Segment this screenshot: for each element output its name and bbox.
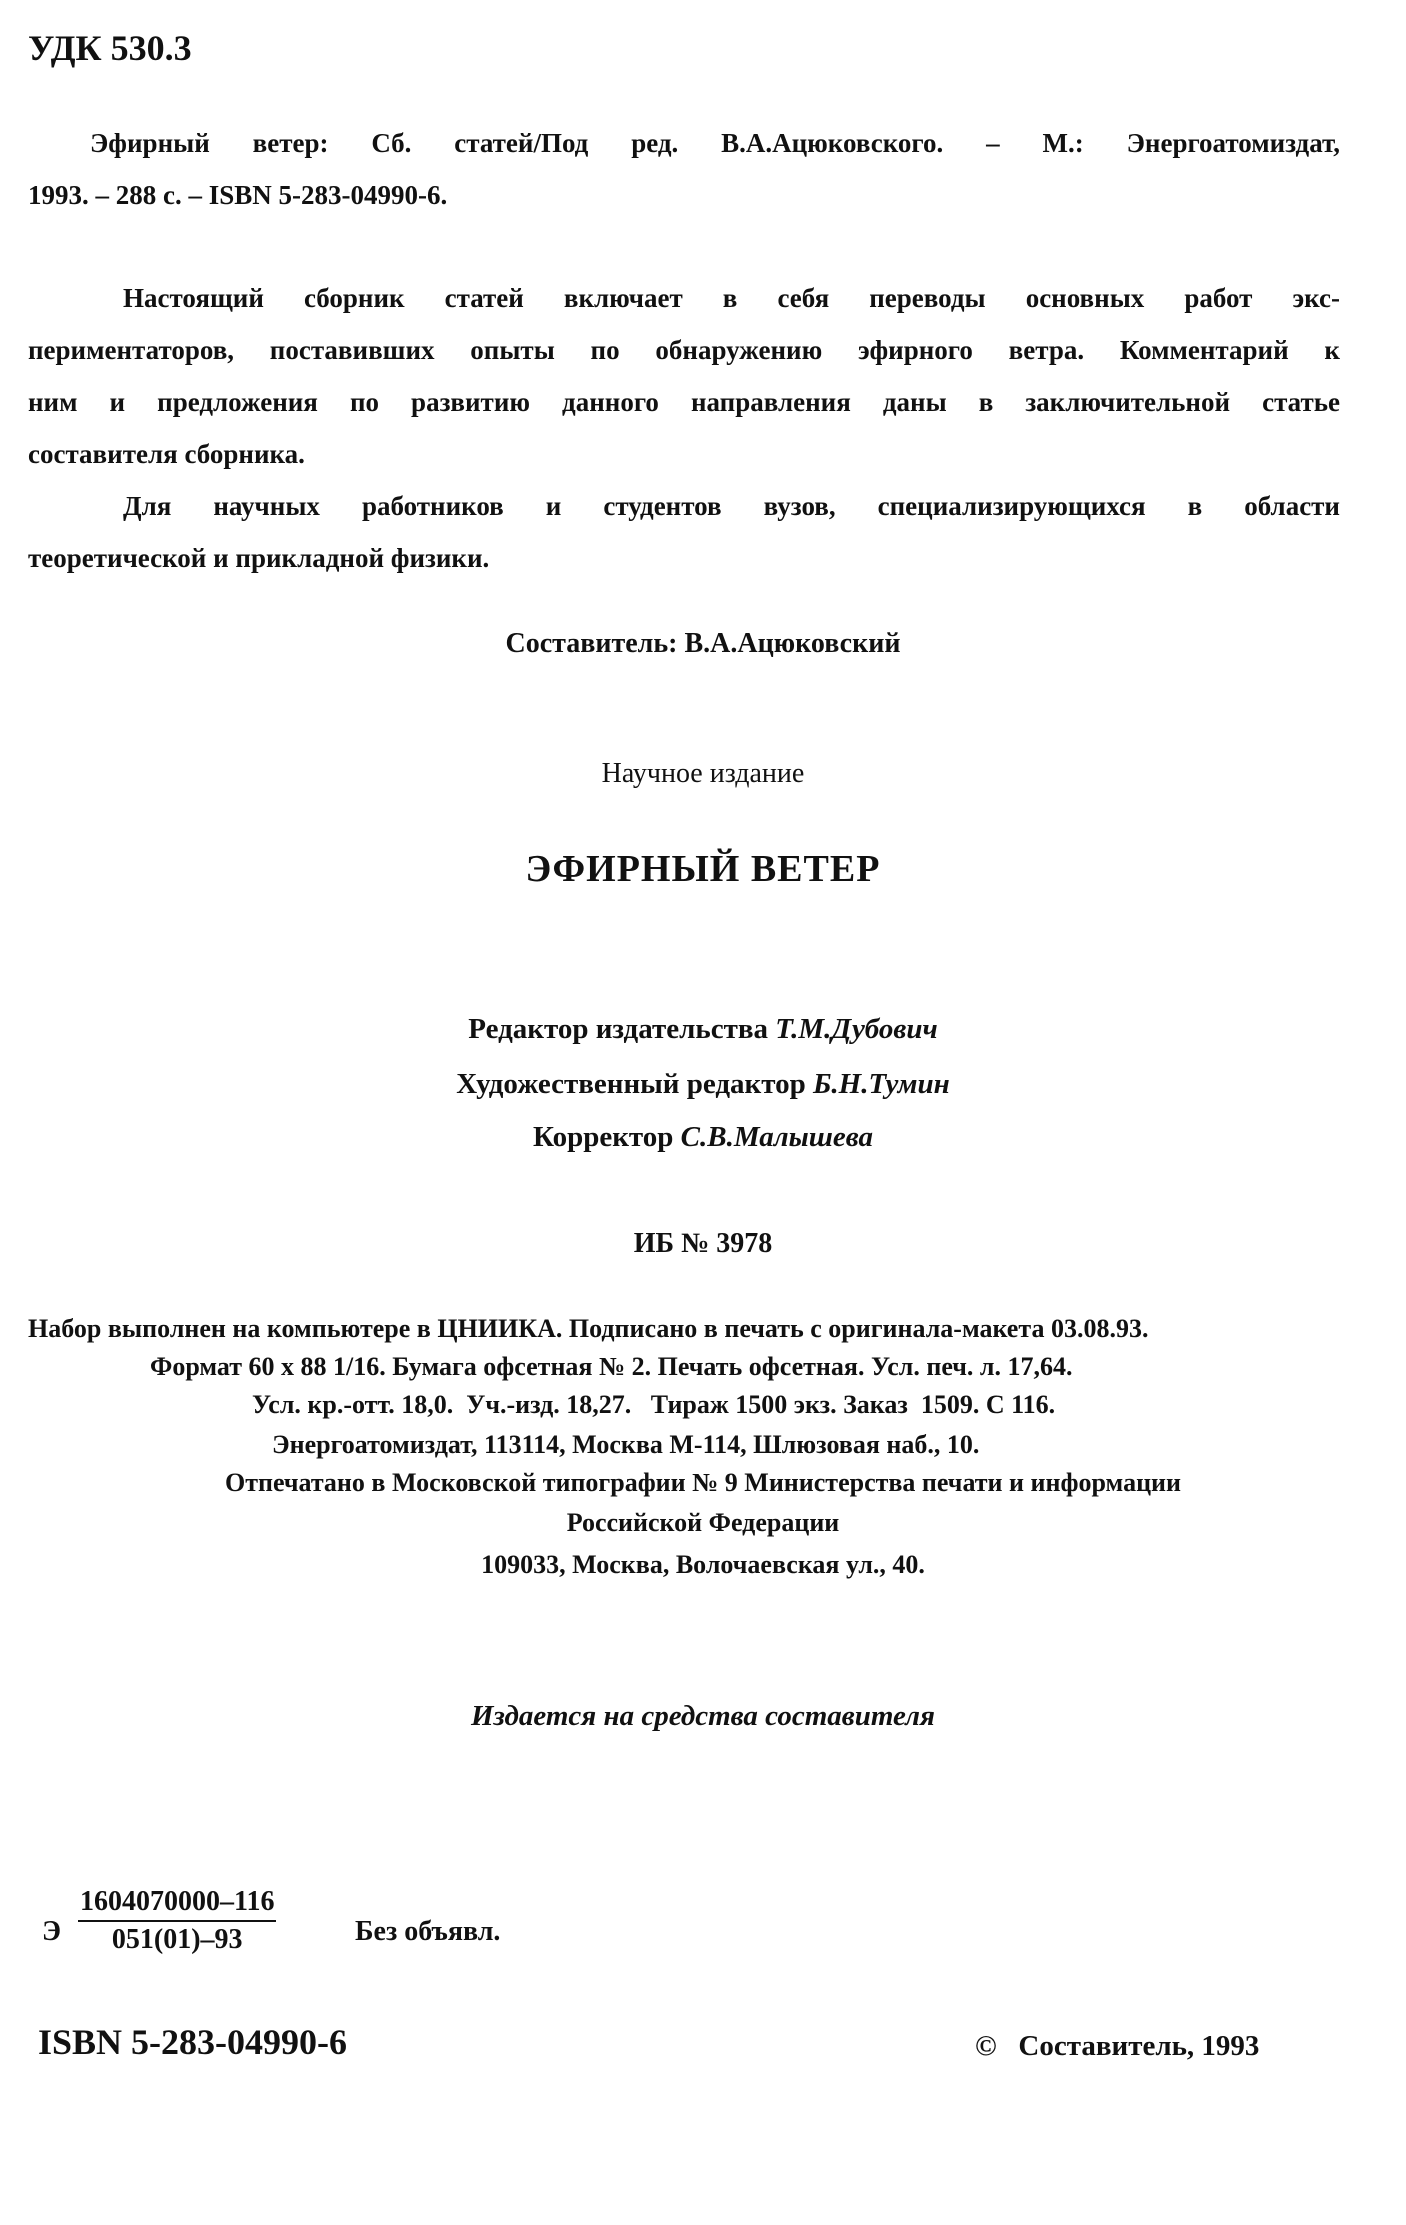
book-title: ЭФИРНЫЙ ВЕТЕР	[525, 848, 881, 890]
imprint-line: Отпечатано в Московской типографии № 9 Министерства печати и информации	[224, 1468, 1182, 1497]
credit-editor	[0, 1015, 1406, 1044]
imprint-line: Набор выполнен на компьютере в ЦНИИКА. Подписано в печать с оригинала-макета 03.08.93.	[28, 1314, 1149, 1343]
copyright-symbol: ©	[975, 2030, 997, 2062]
bibliography-line-1: Эфирный ветер: Сб. статей/Под ред. В.А.Ацюковского. – М.: Энергоатомиздат,	[90, 128, 1340, 158]
credit-role: Корректор	[532, 1121, 674, 1153]
abstract-p1-line: ним и предложения по развитию данного направления даны в заключительной статье	[28, 387, 1340, 417]
abstract-p1-line: составителя сборника.	[28, 439, 305, 469]
udc-code: УДК 530.3	[28, 28, 192, 68]
abstract-p1-line: Настоящий сборник статей включает в себя переводы основных работ экс-	[123, 283, 1340, 313]
edition-type: Научное издание	[601, 758, 805, 789]
bibliography-line-2: 1993. – 288 с. – ISBN 5-283-04990-6.	[28, 180, 448, 210]
price-denominator: 051(01)–93	[111, 1924, 243, 1955]
credit-role: Художественный редактор	[456, 1068, 806, 1100]
copyright-text: Составитель, 1993	[1018, 2030, 1260, 2062]
credit-name: Т.М.Дубович	[775, 1013, 938, 1045]
abstract-p2-line: Для научных работников и студентов вузов, специализирующихся в области	[123, 491, 1340, 521]
price-prefix: Э	[42, 1916, 61, 1947]
isbn: ISBN 5-283-04990-6	[38, 2022, 348, 2062]
funding-note: Издается на средства составителя	[471, 1700, 935, 1732]
copyright	[975, 2032, 1259, 2061]
compiler-line: Составитель: В.А.Ацюковский	[505, 628, 901, 659]
price-note: Без объявл.	[355, 1916, 501, 1947]
abstract-paragraph-2	[28, 480, 1340, 584]
abstract-p1-line: периментаторов, поставивших опыты по обнаружению эфирного ветра. Комментарий к	[28, 335, 1340, 365]
bibliographic-description	[28, 117, 1340, 221]
credit-proofreader	[0, 1123, 1406, 1152]
abstract-paragraph-1	[28, 272, 1340, 480]
imprint-line: Энергоатомиздат, 113114, Москва М-114, Шлюзовая наб., 10.	[272, 1430, 980, 1459]
abstract-p2-line: теоретической и прикладной физики.	[28, 543, 490, 573]
price-fraction	[78, 1886, 276, 1956]
credit-role: Редактор издательства	[468, 1013, 768, 1045]
imprint-line: Российской Федерации	[566, 1508, 840, 1537]
imprint-line: 109033, Москва, Волочаевская ул., 40.	[481, 1550, 925, 1579]
price-numerator: 1604070000–116	[78, 1886, 276, 1922]
credit-name: Б.Н.Тумин	[813, 1068, 950, 1100]
ib-number: ИБ № 3978	[633, 1228, 773, 1259]
imprint-line: Формат 60 х 88 1/16. Бумага офсетная № 2. Печать офсетная. Усл. печ. л. 17,64.	[150, 1352, 1073, 1381]
credit-name: С.В.Малышева	[680, 1121, 874, 1153]
credit-art-editor	[0, 1070, 1406, 1099]
imprint-line: Усл. кр.-отт. 18,0. Уч.-изд. 18,27. Тираж 1500 экз. Заказ 1509. С 116.	[252, 1390, 1056, 1419]
